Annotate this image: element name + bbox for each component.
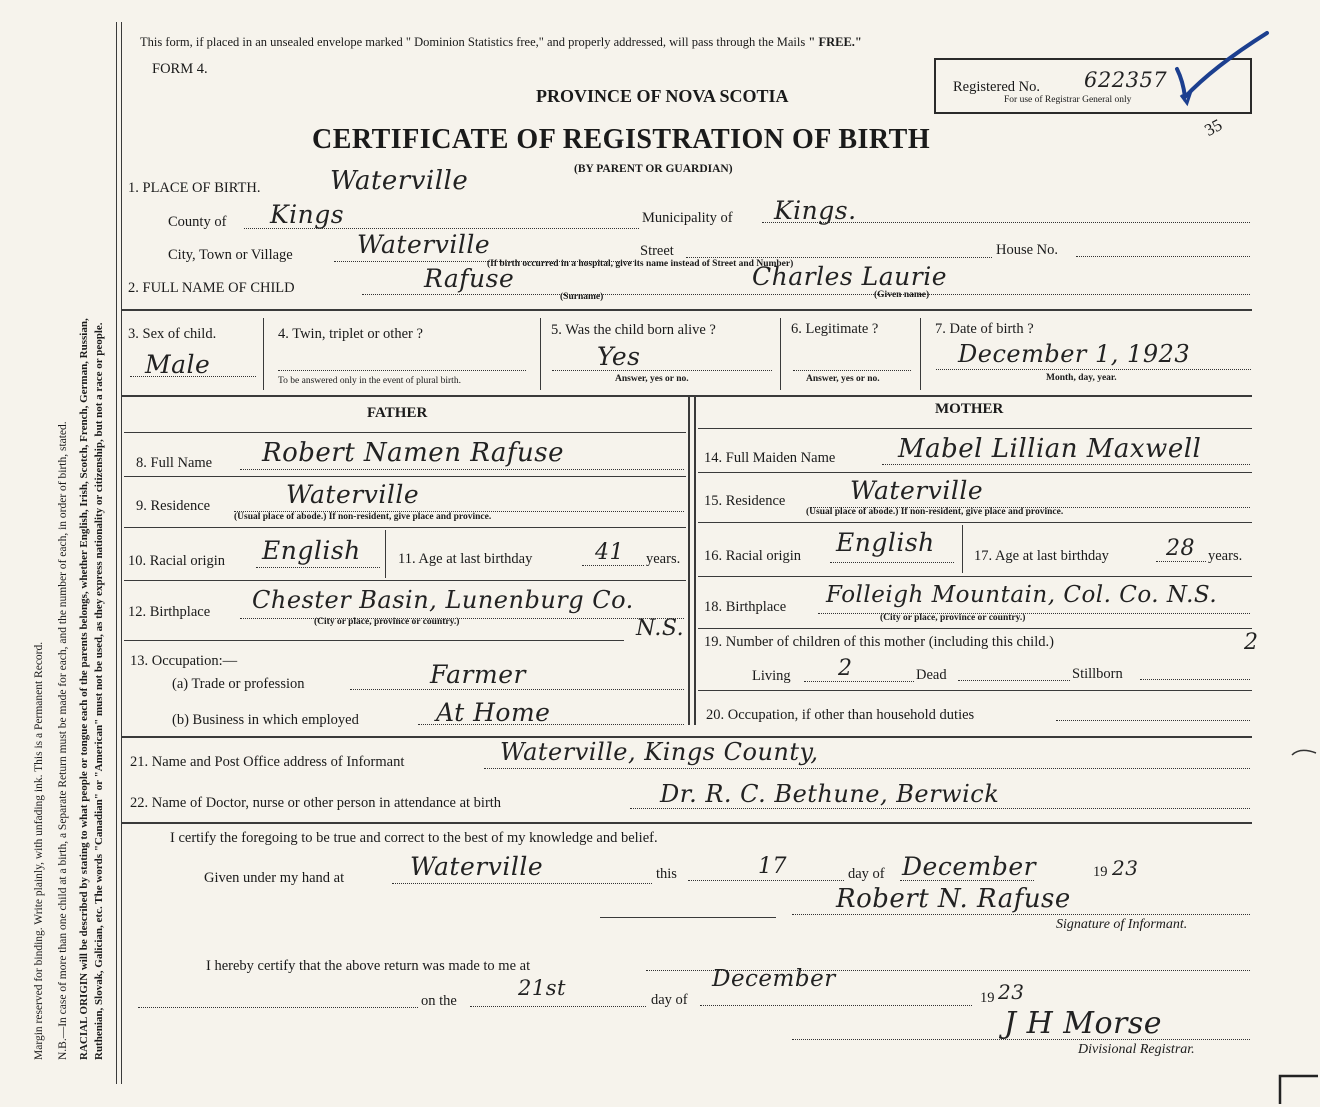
twin-line [278,370,526,371]
father-trade-label: (a) Trade or profession [172,676,305,692]
mother-heading: MOTHER [935,401,1004,417]
father-birthplace-value: Chester Basin, Lunenburg Co. [252,586,634,614]
mother-rule-1 [698,428,1252,429]
form-number: FORM 4. [152,61,208,77]
father-heading: FATHER [367,405,428,421]
sex-label: 3. Sex of child. [128,326,217,342]
page-title: CERTIFICATE OF REGISTRATION OF BIRTH [312,124,931,155]
informant-label: 21. Name and Post Office address of Informant [130,754,405,770]
father-rule-3 [124,527,686,528]
mother-residence-note: (Usual place of abode.) If non-resident, give place and province. [806,507,1064,517]
registrar-signature: J H Morse [1004,1006,1163,1041]
this-label: this [656,866,677,882]
father-birthplace-line [240,618,684,619]
given-place-value: Waterville [410,852,544,881]
father-racial-label: 10. Racial origin [128,553,226,569]
child-given-value: Charles Laurie [752,262,948,291]
twin-label: 4. Twin, triplet or other ? [278,326,423,342]
on-the-label: on the [421,993,457,1009]
mother-rule-5 [698,628,1252,629]
registrar-day-value: 21st [518,976,566,1000]
father-age-unit: years. [646,551,681,567]
informant-signature: Robert N. Rafuse [836,884,1071,914]
father-residence-label: 9. Residence [136,498,211,514]
mother-racial-label: 16. Racial origin [704,548,802,564]
mother-living-value: 2 [838,656,853,681]
mother-age-unit: years. [1208,548,1243,564]
surname-caption: (Surname) [560,292,604,302]
county-value: Kings [270,200,345,229]
father-birthplace-value-2: N.S. [636,616,685,641]
check-mark-icon [1165,25,1275,115]
city-label: City, Town or Village [168,247,293,263]
father-name-value: Robert Namen Rafuse [262,438,564,468]
father-racial-line [256,567,380,568]
day-value: 17 [758,854,787,879]
mother-age-value: 28 [1166,536,1195,561]
father-age-value: 41 [595,540,624,565]
mother-birthplace-note: (City or place, province or country.) [880,613,1026,623]
county-label: County of [168,214,227,230]
province-heading: PROVINCE OF NOVA SCOTIA [536,86,789,106]
doctor-value: Dr. R. C. Bethune, Berwick [660,780,1000,808]
rule-parents-top [122,395,1252,397]
place-of-birth-label: 1. PLACE OF BIRTH. [128,180,261,196]
place-of-birth-value: Waterville [330,166,469,196]
mother-rule-6 [698,690,1252,691]
street-line [686,257,992,258]
street-label: Street [640,243,674,259]
sex-value: Male [145,350,211,379]
father-rule-5 [124,640,624,641]
alive-value: Yes [597,342,641,371]
mother-birthplace-value: Folleigh Mountain, Col. Co. N.S. [826,582,1218,608]
house-label: House No. [996,242,1059,258]
mother-dead-label: Dead [916,667,947,683]
margin-note-binding: Margin reserved for binding. Write plainly, with unfading ink. This is a Permanent Record. [33,641,45,1060]
mother-stillborn-label: Stillborn [1072,666,1123,682]
margin-note-racial-2: Ruthenian, Slovak, Galician, etc. The words "Canadian" or "American" must not be used, as they express nationality or citizenship, but not a race or people. [93,322,105,1060]
child-name-line [362,294,1250,295]
alive-label: 5. Was the child born alive ? [551,322,716,338]
given-place-line [392,883,652,884]
legit-line [793,370,911,371]
dob-line [936,369,1251,370]
alive-note: Answer, yes or no. [615,374,689,384]
father-birthplace-note: (City or place, province or country.) [314,617,460,627]
dob-note: Month, day, year. [1046,373,1117,383]
registrar-signature-line [792,1039,1250,1040]
mother-stillborn-line [1140,679,1250,680]
father-birthplace-label: 12. Birthplace [128,604,211,620]
margin-note-racial-1: RACIAL ORIGIN will be described by stating to what people or tongue each of the parents belongs, whether English, Irish, Scotch, French, German, Russian, [78,318,90,1060]
margin-note-nb: N.B.—In case of more than one child at a birth, a Separate Return must be made for each, and the number of each, in order of birth, stated. [57,421,69,1060]
father-rule-4 [124,580,686,581]
mother-racial-value: English [836,528,935,557]
mother-age-line [1156,561,1206,562]
doctor-line [630,808,1250,809]
mother-occupation-line [1056,720,1250,721]
mother-name-value: Mabel Lillian Maxwell [898,434,1202,464]
father-name-line [240,469,684,470]
mother-children-value: 2 [1244,630,1259,655]
legit-note: Answer, yes or no. [806,374,880,384]
alive-line [552,370,772,371]
father-business-value: At Home [436,698,551,727]
father-age-line [582,565,644,566]
registrar-year-value: 23 [998,980,1025,1004]
father-age-label: 11. Age at last birthday [398,551,533,567]
rule-top-row [122,309,1252,311]
dayof-label: day of [848,866,885,882]
row-divider-3 [780,318,781,390]
registrar-month-value: December [712,966,836,992]
corner-mark-icon [1276,1072,1320,1106]
mother-age-label: 17. Age at last birthday [974,548,1109,564]
registrar-month-line [700,1005,972,1006]
mother-name-label: 14. Full Maiden Name [704,450,836,466]
child-name-label: 2. FULL NAME OF CHILD [128,280,295,296]
registered-number: 622357 [1084,68,1168,92]
mother-children-label: 19. Number of children of this mother (including this child.) [704,634,1054,650]
row-divider-2 [540,318,541,390]
blank-signature-line [600,917,776,918]
mother-rule-2 [698,472,1252,473]
year-value: 23 [1112,856,1139,880]
row-divider-1 [263,318,264,390]
father-name-label: 8. Full Name [136,455,213,471]
municipality-label: Municipality of [642,210,733,226]
registrar-year-prefix: 19 [980,990,995,1006]
mail-notice-free: " FREE." [808,35,862,49]
parents-divider-a [688,397,690,725]
mother-living-label: Living [752,668,791,684]
mother-residence-value: Waterville [850,476,984,505]
father-rule-2 [124,476,686,477]
father-racial-divider [385,530,386,578]
legit-label: 6. Legitimate ? [791,321,879,337]
mother-birthplace-label: 18. Birthplace [704,599,787,615]
given-label: Given under my hand at [204,870,345,886]
mother-name-line [882,464,1250,465]
father-trade-value: Farmer [430,660,526,689]
pencil-mark-icon [1290,745,1320,759]
dob-label: 7. Date of birth ? [935,321,1034,337]
mail-notice-text: This form, if placed in an unsealed envelope marked " Dominion Statistics free," and properly addressed, will pass through the Mails [140,35,806,49]
child-surname-value: Rafuse [424,264,515,293]
row-divider-4 [920,318,921,390]
mother-racial-line [830,562,954,563]
parents-divider-b [694,397,696,725]
mother-rule-4 [698,576,1252,577]
doctor-label: 22. Name of Doctor, nurse or other person in attendance at birth [130,795,502,811]
year-prefix: 19 [1093,864,1108,880]
given-caption: (Given name) [874,290,930,300]
informant-line [484,768,1250,769]
registrar-line-left [138,1007,418,1008]
page-subtitle: (BY PARENT OR GUARDIAN) [574,163,733,175]
registered-label: Registered No. [953,79,1040,95]
mother-dead-line [958,680,1070,681]
house-line [1076,256,1250,257]
mail-notice [140,35,862,50]
mother-living-line [804,681,914,682]
registrar-dayof-label: day of [651,992,688,1008]
mother-occupation-label: 20. Occupation, if other than household duties [706,707,975,723]
city-value: Waterville [357,230,491,259]
twin-note: To be answered only in the event of plural birth. [278,376,461,386]
registrar-statement: I hereby certify that the above return was made to me at [206,958,531,974]
signature-line [792,914,1250,915]
month-value: December [902,852,1037,881]
day-line [688,880,844,881]
certify-statement: I certify the foregoing to be true and correct to the best of my knowledge and belief. [170,830,658,846]
stamp-number: 35 [1201,115,1226,140]
sex-line [130,376,256,377]
father-occupation-label: 13. Occupation:— [130,653,238,669]
father-residence-note: (Usual place of abode.) If non-resident, give place and province. [234,512,492,522]
father-trade-line [350,689,684,690]
margin-rule-2 [121,22,122,1084]
municipality-value: Kings. [774,196,857,225]
informant-value: Waterville, Kings County, [500,738,819,766]
registrar-note: For use of Registrar General only [1004,95,1132,105]
mother-rule-3 [698,522,1252,523]
dob-value: December 1, 1923 [958,340,1191,368]
father-rule-1 [124,432,686,433]
signature-caption: Signature of Informant. [1056,917,1188,932]
rule-cert-top [122,822,1252,824]
mother-residence-label: 15. Residence [704,493,786,509]
father-residence-value: Waterville [286,480,420,509]
margin-rule-1 [116,22,117,1084]
registrar-day-line [470,1006,646,1007]
father-racial-value: English [262,536,361,565]
mother-racial-divider [962,525,963,573]
father-business-label: (b) Business in which employed [172,712,359,728]
hospital-note: (If birth occurred in a hospital, give its name instead of Street and Number) [487,259,794,269]
registrar-caption: Divisional Registrar. [1078,1042,1195,1057]
